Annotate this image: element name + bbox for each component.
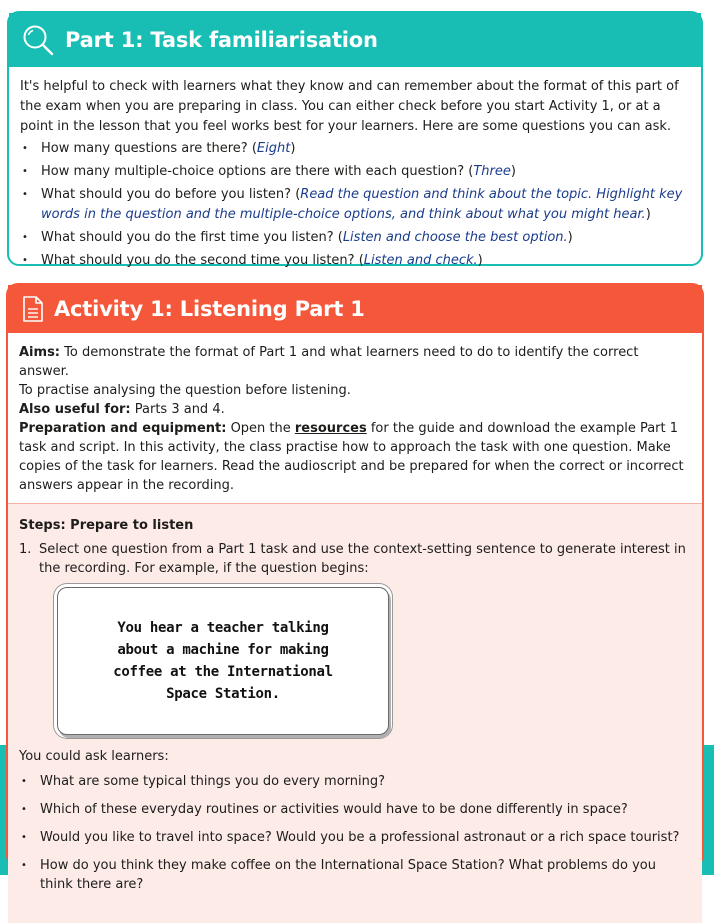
magnifier-icon — [21, 23, 55, 57]
steps-title: Steps: Prepare to listen — [19, 518, 194, 533]
ask-list — [19, 772, 692, 894]
aims-line: Aims: To demonstrate the format of Part 1 and what learners need to do to identify the correct answer. — [19, 345, 639, 379]
resources-link[interactable]: resources — [294, 421, 367, 436]
activity1-info — [8, 333, 702, 503]
aims-line-2: To practise analysing the question before listening. — [19, 383, 351, 398]
preparation-line: Preparation and equipment: Open the resources for the guide and download the example Part 1 task and script. In this activity, the class practise how to approach the task with one question. Make copies of the task for learners. Read the audioscript and be prepared for when the correct or incorrect answers appear in the recording. — [19, 421, 684, 493]
list-item: • What should you do the first time you listen? (Listen and choose the best option.) — [20, 228, 691, 248]
activity1-title: Activity 1: Listening Part 1 — [54, 297, 365, 321]
part1-header — [9, 13, 701, 67]
steps-section — [8, 503, 702, 923]
list-item: • How many multiple-choice options are there with each question? (Three) — [20, 162, 691, 182]
example-question-text: You hear a teacher talking about a machine for making coffee at the International Space Station. — [113, 620, 333, 702]
part1-box — [7, 11, 703, 266]
ask-intro: You could ask learners: — [19, 749, 169, 764]
list-item: • Would you like to travel into space? Would you be a professional astronaut or a rich space tourist? — [19, 828, 692, 847]
list-item: • How do you think they make coffee on the International Space Station? What problems do you think there are? — [19, 856, 692, 894]
list-item: • What should you do before you listen? (Read the question and think about the topic. Highlight key words in the question and the multiple-choice options, and think about what you might hear.) — [20, 185, 691, 225]
activity1-header — [8, 285, 702, 333]
list-item: • How many questions are there? (Eight) — [20, 139, 691, 159]
part1-question-list — [20, 139, 691, 271]
step-number: 1. — [19, 542, 32, 557]
step-1 — [19, 540, 692, 578]
list-item: • What are some typical things you do every morning? — [19, 772, 692, 791]
list-item: • What should you do the second time you listen? (Listen and check.) — [20, 251, 691, 271]
example-question-card — [57, 587, 389, 735]
useful-line: Also useful for: Parts 3 and 4. — [19, 402, 225, 417]
part1-title: Part 1: Task familiarisation — [65, 28, 378, 52]
document-icon — [23, 296, 43, 322]
list-item: • Which of these everyday routines or activities would have to be done differently in space? — [19, 800, 692, 819]
activity1-box — [6, 283, 704, 892]
step-text: Select one question from a Part 1 task and use the context-setting sentence to generate interest in the recording. For example, if the question begins: — [39, 542, 686, 576]
part1-intro: It's helpful to check with learners what they know and can remember about the format of this part of the exam when you are preparing in class. You can either check before you start Activity 1, or at a point in the lesson that you feel works best for your learners. Here are some questions you can ask. — [20, 79, 679, 134]
